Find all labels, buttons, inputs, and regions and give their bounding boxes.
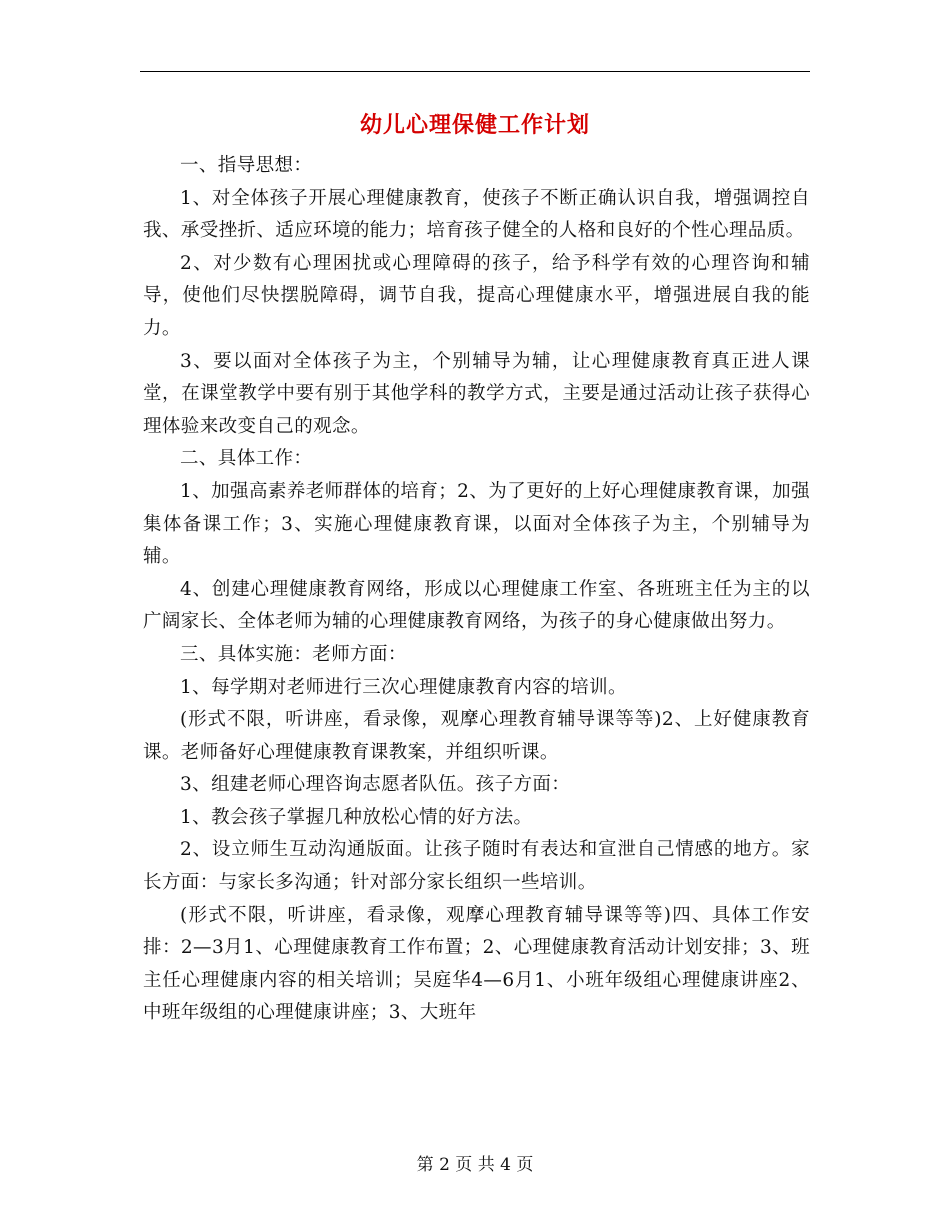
paragraph: 2、设立师生互动沟通版面。让孩子随时有表达和宣泄自己情感的地方。家长方面：与家长多沟通；针对部分家长组织一些培训。	[143, 839, 810, 894]
paragraph: 3、要以面对全体孩子为主，个别辅导为辅，让心理健康教育真正进人课堂，在课堂教学中要有别于其他学科的教学方式，主要是通过活动让孩子获得心理体验来改变自己的观念。	[143, 350, 810, 437]
paragraph: 1、加强高素养老师群体的培育；2、为了更好的上好心理健康教育课，加强集体备课工作；3、实施心理健康教育课，以面对全体孩子为主，个别辅导为辅。	[143, 480, 810, 568]
paragraph: (形式不限，听讲座，看录像，观摩心理教育辅导课等等)四、具体工作安排：2—3月1、心理健康教育工作布置；2、心理健康教育活动计划安排；3、班主任心理健康内容的相关培训；吴庭华4—6月1、小班年级组心理健康讲座2、中班年级组的心理健康讲座；3、大班年	[143, 904, 810, 1024]
paragraph: 1、对全体孩子开展心理健康教育，使孩子不断正确认识自我，增强调控自我、承受挫折、适应环境的能力；培育孩子健全的人格和良好的个性心理品质。	[143, 187, 810, 242]
header-rule	[140, 71, 810, 72]
section-heading-guiding-ideas: 一、指导思想：	[180, 155, 313, 176]
paragraph: 2、对少数有心理困扰或心理障碍的孩子，给予科学有效的心理咨询和辅导，使他们尽快摆脱障碍，调节自我，提高心理健康水平，增强进展自我的能力。	[143, 252, 810, 339]
page-number-footer: 第 2 页 共 4 页	[416, 1155, 534, 1175]
paragraph: (形式不限，听讲座，看录像，观摩心理教育辅导课等等)2、上好健康教育课。老师备好心理健康教育课教案，并组织听课。	[143, 709, 810, 763]
document-body	[143, 150, 810, 1030]
section-heading-specific-work: 二、具体工作：	[180, 448, 313, 470]
paragraph: 3、组建老师心理咨询志愿者队伍。孩子方面：	[180, 774, 571, 796]
section-heading-implementation: 三、具体实施：老师方面：	[180, 643, 407, 665]
paragraph: 1、每学期对老师进行三次心理健康教育内容的培训。	[180, 676, 627, 698]
paragraph: 1、教会孩子掌握几种放松心情的好方法。	[180, 806, 533, 828]
paragraph: 4、创建心理健康教育网络，形成以心理健康工作室、各班班主任为主的以广阔家长、全体老师为辅的心理健康教育网络，为孩子的身心健康做出努力。	[143, 578, 810, 633]
document-title: 幼儿心理保健工作计划	[359, 113, 590, 138]
